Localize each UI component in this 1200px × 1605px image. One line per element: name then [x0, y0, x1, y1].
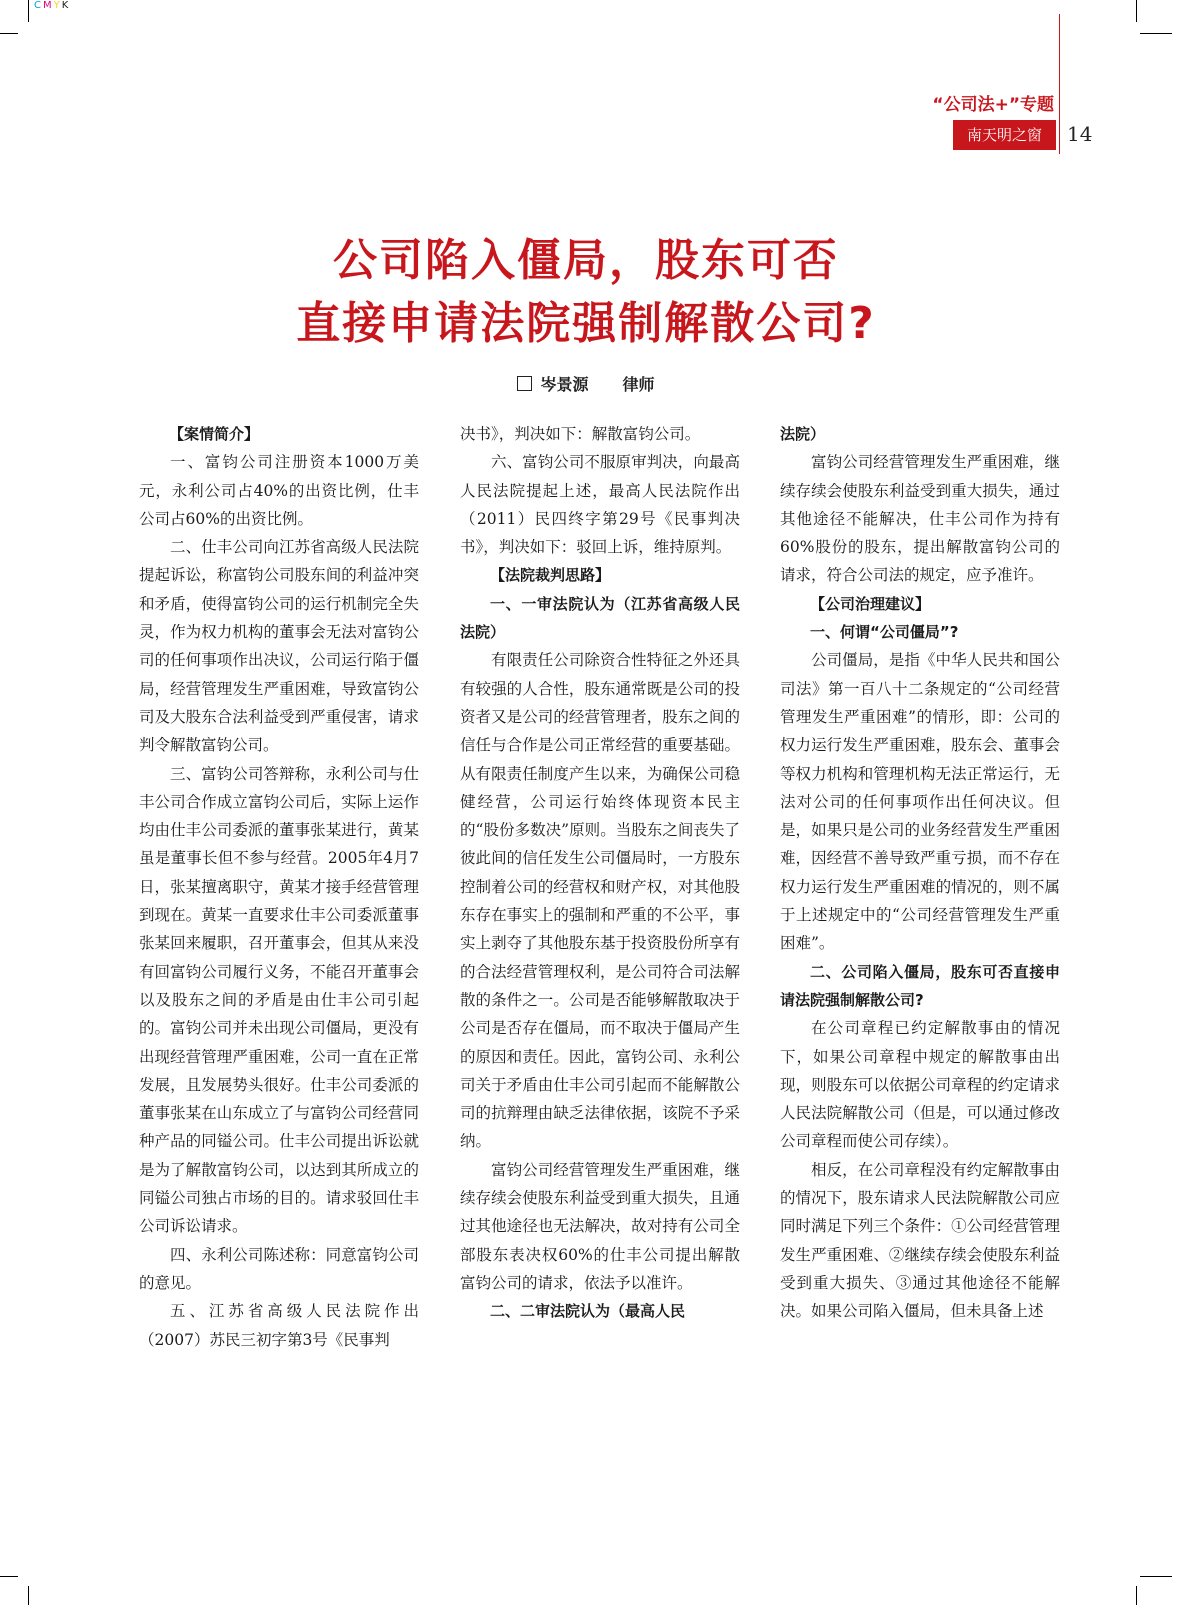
cmyk-y: Y: [53, 0, 62, 11]
paragraph: 一、富钧公司注册资本1000万美元，永利公司占40%的出资比例，仕丰公司占60%的出资比例。: [139, 453, 419, 528]
crop-mark-bottom-left-h: [0, 1576, 18, 1577]
crop-mark-bottom-right-h: [1140, 1576, 1172, 1577]
crop-mark-bottom-left-v: [28, 1586, 29, 1605]
paragraph: 公司僵局，是指《中华人民共和国公司法》第一百八十二条规定的“公司经营管理发生严重困难”的情形，即：公司的权力运行发生严重困难，股东会、董事会等权力机构和管理机构无法正常运行，无法对公司的任何事项作出任何决议。但是，如果只是公司的业务经营发生严重困难，因经营不善导致严重亏损，而不存在权力运行发生严重困难的情况的，则不属于上述规定中的“公司经营管理发生严重困难”。: [780, 651, 1060, 953]
subheading: 一、何谓“公司僵局”?: [810, 623, 959, 642]
column-2: [460, 420, 740, 1326]
section-heading: 【法院裁判思路】: [490, 566, 611, 585]
article-title-line-2: 直接申请法院强制解散公司?: [296, 298, 876, 349]
cmyk-m: M: [42, 0, 54, 11]
square-icon: [517, 376, 532, 391]
paragraph: 三、富钧公司答辩称，永利公司与仕丰公司合作成立富钧公司后，实际上运作均由仕丰公司委派的董事张某进行，黄某虽是董事长但不参与经营。2005年4月7日，张某擅离职守，黄某才接手经营管理到现在。黄某一直要求仕丰公司委派董事张某回来履职，召开董事会，但其从来没有回富钧公司履行义务，不能召开董事会以及股东之间的矛盾是由仕丰公司引起的。富钧公司并未出现公司僵局，更没有出现经营管理严重困难，公司一直在正常发展，且发展势头很好。仕丰公司委派的董事张某在山东成立了与富钧公司经营同种产品的同镒公司。仕丰公司提出诉讼就是为了解散富钧公司，以达到其所成立的同镒公司独占市场的目的。请求驳回仕丰公司诉讼请求。: [139, 764, 419, 1236]
paragraph: 富钧公司经营管理发生严重困难，继续存续会使股东利益受到重大损失，且通过其他途径也无法解决，故对持有公司全部股东表决权60%的仕丰公司提出解散富钧公司的请求，依法予以准许。: [460, 1160, 740, 1292]
section-heading: 【案情简介】: [169, 425, 260, 443]
article-title-line-1: 公司陷入僵局，股东可否: [333, 235, 839, 286]
cmyk-k: K: [61, 0, 71, 11]
paragraph: 六、富钧公司不服原审判决，向最高人民法院提起上述，最高人民法院作出（2011）民四终字第29号《民事判决书》，判决如下：驳回上诉，维持原判。: [460, 453, 740, 557]
crop-mark-bottom-right-v: [1136, 1586, 1137, 1605]
paragraph: 相反，在公司章程没有约定解散事由的情况下，股东请求人民法院解散公司应同时满足下列三个条件：①公司经营管理发生严重困难、②继续存续会使股东利益受到重大损失、③通过其他途径不能解决。如果公司陷入僵局，但未具备上述: [780, 1160, 1060, 1321]
header-rule: [1059, 14, 1060, 154]
crop-mark-top-right-h: [1140, 33, 1172, 34]
paragraph-continued: 决书》，判决如下：解散富钧公司。: [460, 425, 701, 443]
crop-mark-top-right-v: [1136, 0, 1137, 22]
paragraph: 二、仕丰公司向江苏省高级人民法院提起诉讼，称富钧公司股东间的利益冲突和矛盾，使得富钧公司的运行机制完全失灵，作为权力机构的董事会无法对富钧公司的任何事项作出决议，公司运行陷于僵局，经营管理发生严重困难，导致富钧公司及大股东合法利益受到严重侵害，请求判令解散富钧公司。: [139, 538, 419, 755]
cmyk-c: C: [34, 0, 43, 11]
column-3: [780, 420, 1060, 1326]
page-number: 14: [1067, 122, 1093, 146]
subheading-continued: 法院）: [780, 425, 826, 443]
subheading: 一、一审法院认为（江苏省高级人民法院）: [460, 594, 740, 642]
paragraph: 有限责任公司除资合性特征之外还具有较强的人合性，股东通常既是公司的投资者又是公司的经营管理者，股东之间的信任与合作是公司正常经营的重要基础。从有限责任制度产生以来，为确保公司稳健经营，公司运行始终体现资本民主的“股份多数决”原则。当股东之间丧失了彼此间的信任发生公司僵局时，一方股东控制着公司的经营权和财产权，对其他股东存在事实上的强制和严重的不公平，事实上剥夺了其他股东基于投资股份所享有的合法经营管理权利，是公司符合司法解散的条件之一。公司是否能够解散取决于公司是否存在僵局，而不取决于僵局产生的原因和责任。因此，富钧公司、永利公司关于矛盾由仕丰公司引起而不能解散公司的抗辩理由缺乏法律依据，该院不予采纳。: [460, 651, 740, 1151]
paragraph: 在公司章程已约定解散事由的情况下，如果公司章程中规定的解散事由出现，则股东可以依据公司章程的约定请求人民法院解散公司（但是，可以通过修改公司章程而使公司存续）。: [780, 1019, 1060, 1151]
section-heading: 【公司治理建议】: [810, 594, 931, 613]
subheading: 二、二审法院认为（最高人民: [490, 1302, 686, 1321]
author-role: 律师: [622, 375, 655, 394]
paragraph: 富钧公司经营管理发生严重困难，继续存续会使股东利益受到重大损失，通过其他途径不能解决，仕丰公司作为持有60%股份的股东，提出解散富钧公司的请求，符合公司法的规定，应予准许。: [780, 453, 1060, 585]
topic-label: “公司法+”专题: [932, 95, 1054, 115]
crop-mark-top-left-h: [0, 33, 18, 34]
paragraph: 四、永利公司陈述称：同意富钧公司的意见。: [139, 1245, 419, 1292]
paragraph: 五、江苏省高级人民法院作出（2007）苏民三初字第3号《民事判: [139, 1302, 419, 1349]
subheading: 二、公司陷入僵局，股东可否直接申请法院强制解散公司?: [780, 962, 1060, 1009]
column-1: [139, 420, 419, 1354]
byline: [0, 372, 1172, 395]
author-name: 岑景源: [540, 375, 589, 394]
crop-mark-top-left-v: [28, 0, 29, 22]
cmyk-color-bar: [34, 0, 70, 11]
section-badge: 南天明之窗: [953, 120, 1056, 150]
